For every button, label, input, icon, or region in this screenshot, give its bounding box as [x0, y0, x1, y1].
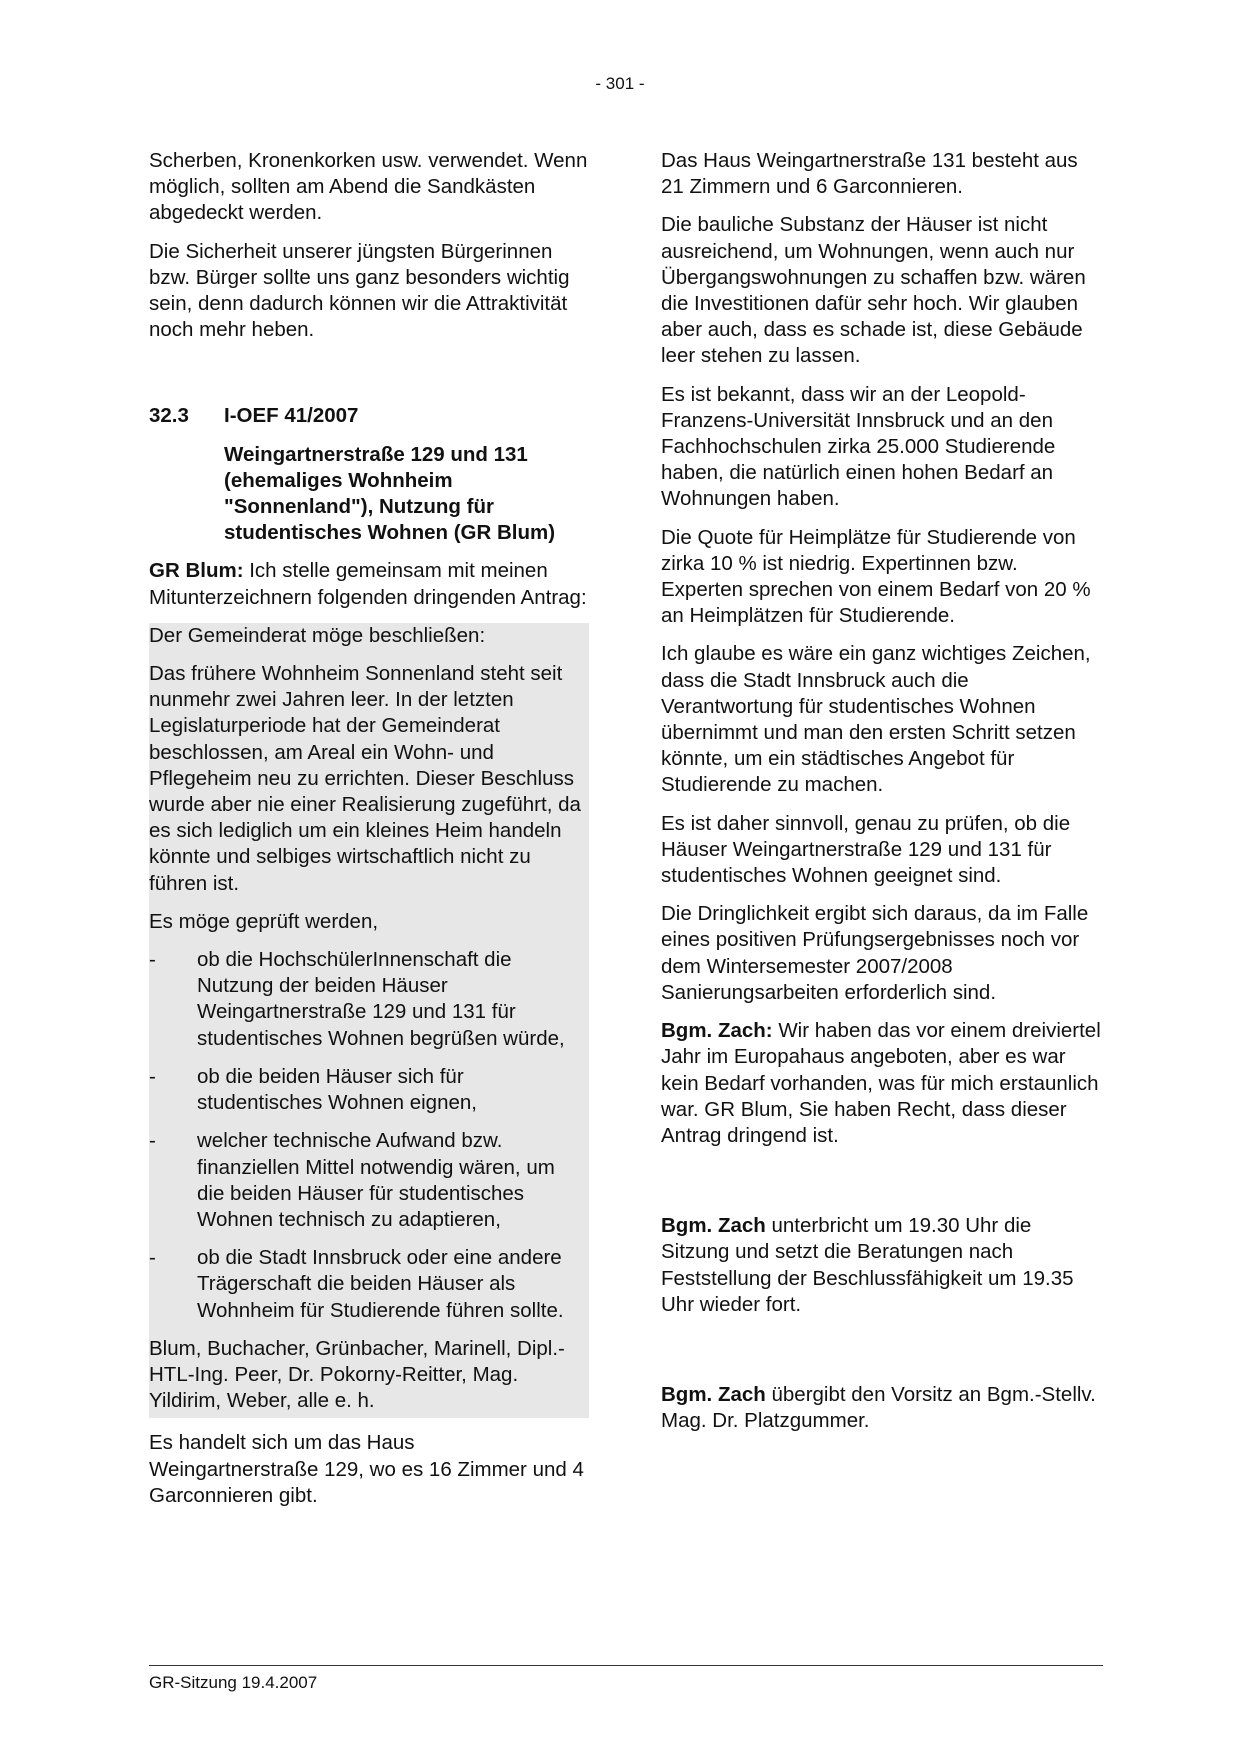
motion-intro: Der Gemeinderat möge beschließen: — [149, 623, 486, 647]
session-note — [661, 1213, 1101, 1318]
list-item-text: welcher technische Aufwand bzw. finanziellen Mittel notwendig wären, um die beiden Häuser für studentisches Wohnen technisch zu adaptieren, — [197, 1129, 555, 1231]
paragraph: Die Sicherheit unserer jüngsten Bürgerinnen bzw. Bürger sollte uns ganz besonders wichtig sein, denn dadurch können wir die Attraktivität noch mehr heben. — [149, 239, 570, 342]
section-title: Weingartnerstraße 129 und 131 (ehemaliges Wohnheim "Sonnenland"), Nutzung für studentisches Wohnen (GR Blum) — [224, 442, 556, 545]
speech-text: Wir haben das vor einem dreiviertel Jahr im Europahaus angeboten, aber es war kein Bedarf vorhanden, was für mich erstaunlich war. GR Blum, Sie haben Recht, dass dieser Antrag dringend ist. — [661, 1019, 1101, 1147]
footer-text: GR-Sitzung 19.4.2007 — [149, 1673, 318, 1692]
speaker-name: Bgm. Zach — [661, 1382, 766, 1406]
list-item-text: ob die HochschülerInnenschaft die Nutzung der beiden Häuser Weingartnerstraße 129 und 131 für studentisches Wohnen begrüßen würde, — [197, 948, 565, 1050]
paragraph: Es handelt sich um das Haus Weingartnerstraße 129, wo es 16 Zimmer und 4 Garconnieren gibt. — [149, 1431, 584, 1507]
list-dash: - — [149, 1246, 156, 1270]
list-item — [149, 1245, 585, 1336]
speech-paragraph — [149, 558, 589, 610]
speech-paragraph — [661, 1018, 1101, 1149]
section-number: 32.3 — [149, 404, 189, 428]
speaker-name: Bgm. Zach: — [661, 1019, 773, 1043]
speaker-name: GR Blum: — [149, 559, 244, 583]
right-column — [661, 148, 1101, 1446]
motion-body: Das frühere Wohnheim Sonnenland steht seit nunmehr zwei Jahren leer. In der letzten Legislaturperiode hat der Gemeinderat beschlossen, am Areal ein Wohn- und Pflegeheim neu zu errichten. Dieser Beschluss wurde aber nie einer Realisierung zugeführt, da es sich lediglich um ein kleines Heim handeln könnte und selbiges wirtschaftlich nicht zu führen ist. — [149, 662, 581, 895]
list-dash: - — [149, 1064, 156, 1088]
paragraph: Das Haus Weingartnerstraße 131 besteht aus 21 Zimmern und 6 Garconnieren. — [661, 149, 1078, 199]
session-note-text: unterbricht um 19.30 Uhr die Sitzung und setzt die Beratungen nach Feststellung der Beschlussfähigkeit um 19.35 Uhr wieder fort. — [661, 1214, 1074, 1316]
paragraph: Es ist daher sinnvoll, genau zu prüfen, ob die Häuser Weingartnerstraße 129 und 131 für studentisches Wohnen geeignet sind. — [661, 811, 1071, 888]
paragraph: Es ist bekannt, dass wir an der Leopold-Franzens-Universität Innsbruck und an den Fachhochschulen zirka 25.000 Studierende haben, die natürlich einen hohen Bedarf an Wohnungen haben. — [661, 382, 1056, 511]
list-item — [149, 947, 585, 1064]
motion-list — [149, 947, 585, 1336]
motion-signatories: Blum, Buchacher, Grünbacher, Marinell, Dipl.-HTL-Ing. Peer, Dr. Pokorny-Reitter, Mag. Yildirim, Weber, alle e. h. — [149, 1336, 565, 1413]
paragraph: Die Dringlichkeit ergibt sich daraus, da im Falle eines positiven Prüfungsergebnisses noch vor dem Wintersemester 2007/2008 Sanierungsarbeiten erforderlich sind. — [661, 902, 1089, 1004]
paragraph: Scherben, Kronenkorken usw. verwendet. Wenn möglich, sollten am Abend die Sandkästen abgedeckt werden. — [149, 149, 588, 225]
speech-text: Ich stelle gemeinsam mit meinen Mitunterzeichnern folgenden dringenden Antrag: — [149, 559, 587, 609]
list-item-text: ob die Stadt Innsbruck oder eine andere Trägerschaft die beiden Häuser als Wohnheim für Studierende führen sollte. — [197, 1246, 564, 1322]
page-number: - 301 - — [595, 74, 645, 93]
left-column — [149, 148, 589, 1521]
paragraph: Ich glaube es wäre ein ganz wichtiges Zeichen, dass die Stadt Innsbruck auch die Verantwortung für studentisches Wohnen übernimmt und man den ersten Schritt setzen könnte, um ein städtisches Angebot für Studierende zu machen. — [661, 642, 1091, 797]
list-item — [149, 1128, 585, 1245]
list-dash: - — [149, 1129, 156, 1153]
footer-divider — [149, 1665, 1103, 1666]
speaker-name: Bgm. Zach — [661, 1214, 766, 1238]
paragraph: Die bauliche Substanz der Häuser ist nicht ausreichend, um Wohnungen, wenn auch nur Übergangswohnungen zu schaffen bzw. wären die Investitionen dafür sehr hoch. Wir glauben aber auch, dass es schade ist, diese Gebäude leer stehen zu lassen. — [661, 213, 1086, 368]
section-code: I-OEF 41/2007 — [224, 404, 359, 428]
paragraph: Die Quote für Heimplätze für Studierende von zirka 10 % ist niedrig. Expertinnen bzw. Experten sprechen von einem Bedarf von 20 % an Heimplätzen für Studierende. — [661, 525, 1091, 628]
motion-box — [149, 623, 589, 1418]
list-item — [149, 1064, 585, 1128]
list-item-text: ob die beiden Häuser sich für studentisches Wohnen eignen, — [197, 1064, 477, 1115]
session-note-text: übergibt den Vorsitz an Bgm.-Stellv. Mag. Dr. Platzgummer. — [661, 1382, 1096, 1433]
list-dash: - — [149, 948, 156, 972]
session-note — [661, 1382, 1101, 1434]
motion-check-intro: Es möge geprüft werden, — [149, 909, 379, 933]
section-heading — [149, 403, 589, 429]
